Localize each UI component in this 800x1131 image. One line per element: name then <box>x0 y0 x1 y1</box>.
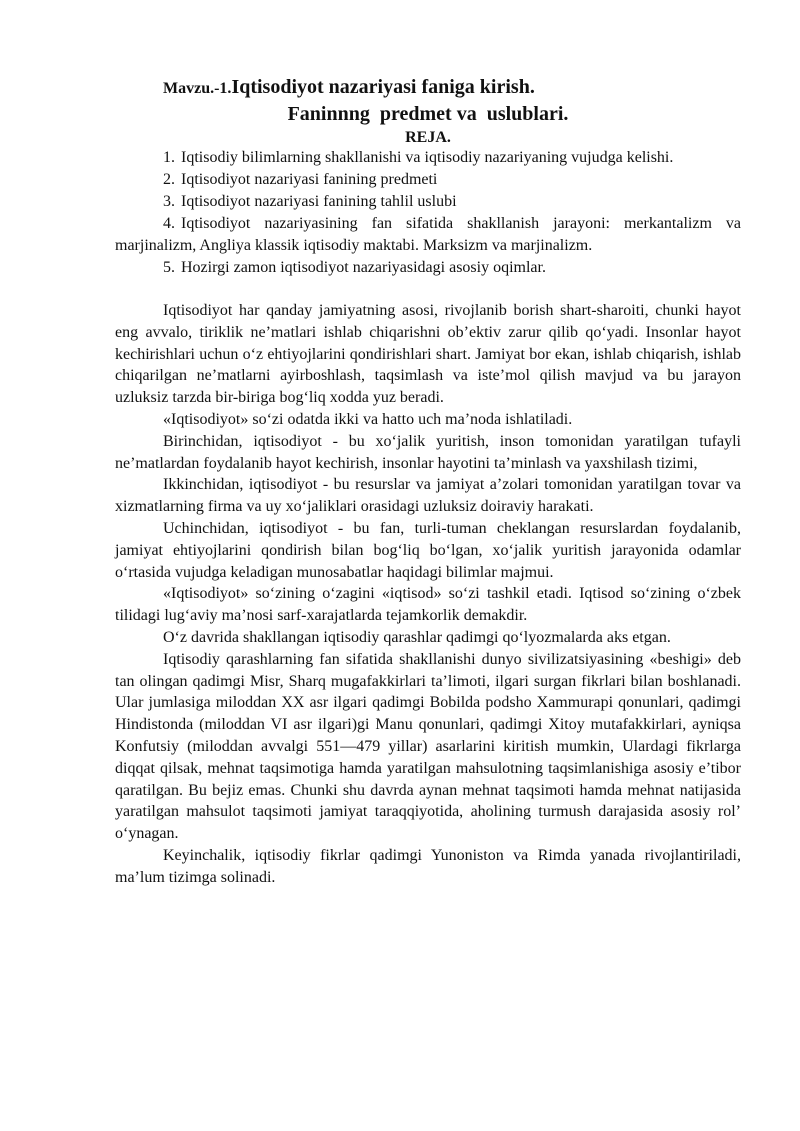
plan-item-number: 5. <box>163 259 175 276</box>
plan-item-number: 3. <box>163 193 175 210</box>
body-paragraph: Birinchidan, iqtisodiyot - bu xo‘jalik yuritish, inson tomonidan yaratilgan tufayli ne’matlardan foydalanib hayot kechirish, insonlar hayotini ta’minlash va yaxshilash tizimi, <box>115 432 741 472</box>
plan-item <box>115 257 741 279</box>
plan-item-number: 4. <box>163 215 175 232</box>
section-spacer <box>115 279 741 300</box>
document-title <box>163 74 741 101</box>
plan-item-number: 2. <box>163 171 175 188</box>
plan-item-text: Hozirgi zamon iqtisodiyot nazariyasidagi asosiy oqimlar. <box>181 259 546 276</box>
body-paragraph: «Iqtisodiyot» so‘zining o‘zagini «iqtisod» so‘zi tashkil etadi. Iqtisod so‘zining o‘zbek tilidagi lug‘aviy ma’nosi sarf-xarajatlarda tejamkorlik demakdir. <box>115 585 741 625</box>
plan-item-text: Iqtisodiyot nazariyasi fanining tahlil uslubi <box>181 193 457 210</box>
body-paragraph: Uchinchidan, iqtisodiyot - bu fan, turli-tuman cheklangan resurslardan foydalanib, jamiyat ehtiyojlarini qondirish bilan bog‘liq bo‘lgan, xo‘jalik yuritish jarayonida odamlar o‘rtasida vujudga keladigan munosabatlar haqidagi bilimlar majmui. <box>115 519 741 581</box>
title-prefix: Mavzu.-1. <box>163 80 232 97</box>
plan-item-text: Iqtisodiyot nazariyasining fan sifatida shakllanish jarayoni: merkantalizm va marjinalizm, Angliya klassik iqtisodiy maktabi. Marksizm va marjinalizm. <box>115 215 741 254</box>
document-subtitle: Faninnng predmet va uslublari. <box>287 103 569 125</box>
plan-item-text: Iqtisodiyot nazariyasi fanining predmeti <box>181 171 438 188</box>
plan-item <box>115 147 741 169</box>
body-paragraph: «Iqtisodiyot» so‘zi odatda ikki va hatto uch ma’noda ishlatiladi. <box>163 410 573 428</box>
plan-heading: REJA. <box>405 129 451 146</box>
body-paragraph: Iqtisodiyot har qanday jamiyatning asosi, rivojlanib borish shart-sharoiti, chunki hayot eng avvalo, tiriklik ne’matlari ishlab chiqarishni ob’ektiv zarur qilib qo‘yadi. Insonlar hayot kechirishlari uchun o‘z ehtiyojlarini qondirishlari shart. Jamiyat bor ekan, ishlab chiqarish, ishlab chiqarilgan ne’matlarni ayirboshlash, taqsimlash va iste’mol qilish mavjud va bu jarayon uzluksiz tarzda bir-biriga bog‘liq xodda yuz beradi. <box>115 302 741 407</box>
plan-item <box>115 169 741 191</box>
title-main: Iqtisodiyot nazariyasi faniga kirish. <box>231 76 535 98</box>
plan-item <box>115 213 741 257</box>
body-paragraph: Ikkinchidan, iqtisodiyot - bu resurslar va jamiyat a’zolari tomonidan yaratilgan tovar va xizmatlarning firma va uy xo‘jaliklari orasidagi uzluksiz doiraviy harakati. <box>115 476 741 516</box>
body-paragraph: Keyinchalik, iqtisodiy fikrlar qadimgi Yunoniston va Rimda yanada rivojlantiriladi, ma’lum tizimga solinadi. <box>115 846 741 886</box>
body-paragraph: Iqtisodiy qarashlarning fan sifatida shakllanishi dunyo sivilizatsiyasining «beshigi» deb tan olingan qadimgi Misr, Sharq mugafakkirlari ta’limoti, ilgari surgan fikrlari bilan boshlanadi. Ular jumlasiga miloddan XX asr ilgari qadimgi Bobilda podsho Xammurapi qonunlari, qadimgi Hindistonda (miloddan VI asr ilgari)gi Manu qonunlari, qadimgi Xitoy mutafakkirlari, ayniqsa Konfutsiy (miloddan avvalgi 551—479 yillar) asarlarini kiritish mumkin, Ulardagi fikrlarga diqqat qilsak, mehnat taqsimotiga hamda yaratilgan mahsulotning taqsimlanishiga asosiy e’tibor qaratilgan. Bu bejiz emas. Chunki shu davrda aynan mehnat taqsimoti hamda mehnat natijasida yaratilgan mahsulot taqsimoti jamiyat taraqqiyotida, aholining turmush darajasida asosiy rol’ o‘ynagan. <box>115 650 741 843</box>
document-body <box>115 74 741 889</box>
plan-list <box>115 147 741 279</box>
plan-item-number: 1. <box>163 149 175 166</box>
plan-item-text: Iqtisodiy bilimlarning shakllanishi va iqtisodiy nazariyaning vujudga kelishi. <box>181 149 674 166</box>
plan-item <box>115 191 741 213</box>
body-paragraph: O‘z davrida shakllangan iqtisodiy qarashlar qadimgi qo‘lyozmalarda aks etgan. <box>163 628 671 646</box>
